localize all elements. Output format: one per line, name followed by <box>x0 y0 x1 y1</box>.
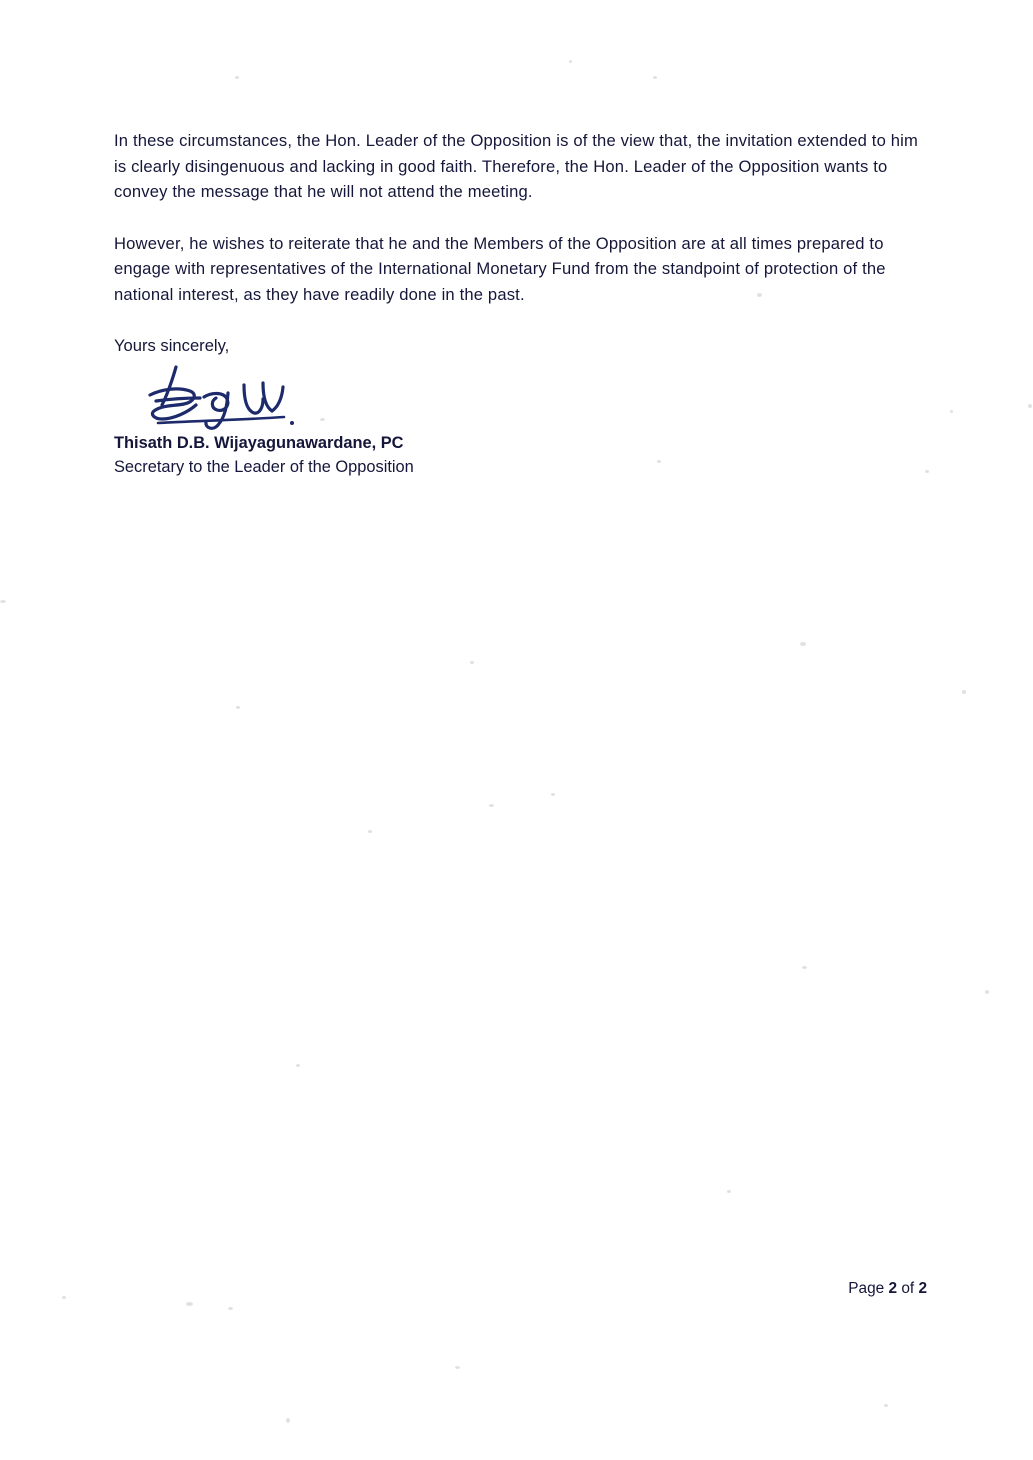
scan-speckle <box>727 1190 731 1193</box>
footer-middle: of <box>897 1280 919 1297</box>
page-footer <box>848 1280 927 1298</box>
scan-speckle <box>235 76 239 79</box>
scan-speckle <box>962 690 966 694</box>
scan-speckle <box>470 661 474 664</box>
scan-speckle <box>186 1302 193 1306</box>
scan-speckle <box>802 966 807 969</box>
scan-speckle <box>286 1418 290 1423</box>
paragraph-2: However, he wishes to reiterate that he and the Members of the Opposition are at all times prepared to engage with representatives of the International Monetary Fund from the standpoint of protection of the national interest, as they have readily done in the past. <box>114 233 886 304</box>
scan-speckle <box>653 76 657 79</box>
scan-speckle <box>884 1404 888 1407</box>
closing-salutation: Yours sincerely, <box>114 336 230 355</box>
scan-speckle <box>489 804 494 807</box>
scan-speckle <box>236 706 240 709</box>
footer-prefix: Page <box>848 1280 889 1297</box>
signatory-title: Secretary to the Leader of the Opposition <box>114 457 414 476</box>
scan-speckle <box>985 990 989 994</box>
scan-speckle <box>62 1296 66 1299</box>
footer-total-pages: 2 <box>918 1280 927 1297</box>
scan-speckle <box>368 830 372 833</box>
scan-speckle <box>0 600 6 603</box>
scan-speckle <box>800 642 806 646</box>
scan-speckle <box>950 410 953 413</box>
scan-speckle <box>551 793 555 796</box>
scan-speckle <box>228 1307 233 1310</box>
scan-speckle <box>296 1064 300 1067</box>
scan-speckle <box>925 470 929 473</box>
letter-body <box>114 128 920 479</box>
scan-speckle <box>1028 404 1032 408</box>
scan-speckle <box>569 60 572 63</box>
signatory-name: Thisath D.B. Wijayagunawardane, PC <box>114 433 404 452</box>
paragraph-1: In these circumstances, the Hon. Leader of the Opposition is of the view that, the invitation extended to him is clearly disingenuous and lacking in good faith. Therefore, the Hon. Leader of the Opposition wants to convey the message that he will not attend the meeting. <box>114 131 918 201</box>
footer-current-page: 2 <box>888 1280 898 1297</box>
handwritten-signature-icon <box>132 365 920 431</box>
scan-speckle <box>455 1366 460 1369</box>
